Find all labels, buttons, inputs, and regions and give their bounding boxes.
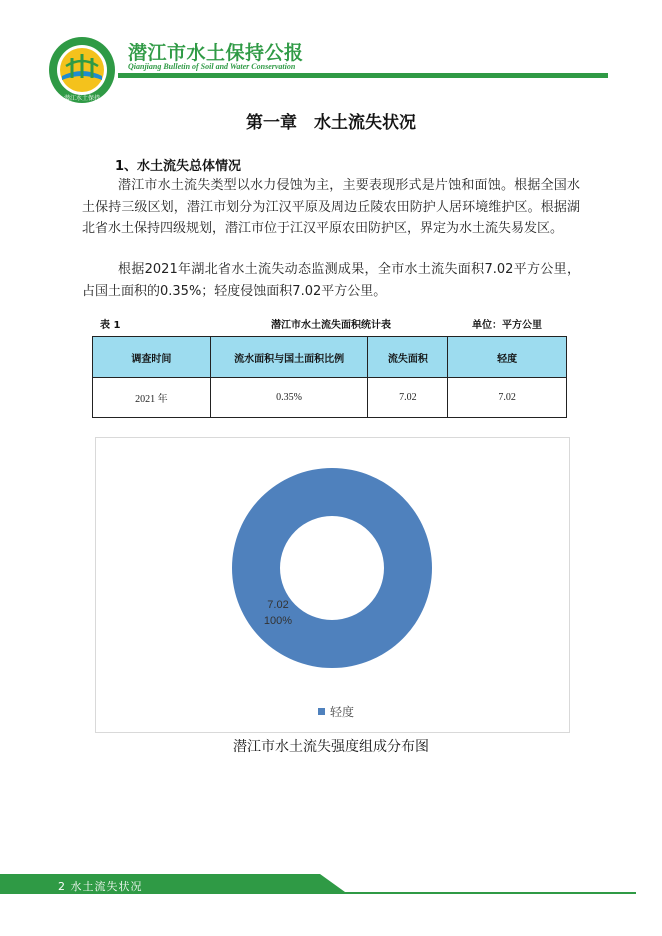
legend-swatch <box>318 708 325 715</box>
erosion-area-table <box>92 336 567 418</box>
column-header: 轻度 <box>448 337 567 378</box>
figure-caption: 潜江市水土流失强度组成分布图 <box>233 739 429 755</box>
slice-value-label: 7.02 <box>267 599 289 611</box>
table-cell: 7.02 <box>448 378 567 418</box>
chart-area <box>95 437 570 733</box>
table-unit: 单位：平方公里 <box>472 320 542 331</box>
paragraph: 根据2021年湖北省水土流失动态监测成果，全市水土流失面积7.02平方公里，占国土面积的0.35%；轻度侵蚀面积7.02平方公里。 <box>82 262 580 299</box>
slice-percent-label: 100% <box>263 615 293 627</box>
table-title: 潜江市水土流失面积统计表 <box>271 320 391 331</box>
table-header-row <box>93 337 567 378</box>
donut-chart <box>96 438 569 732</box>
legend-label: 轻度 <box>330 705 355 719</box>
section-title: 1、水土流失总体情况 <box>115 159 242 174</box>
column-header: 流水面积与国土面积比例 <box>210 337 368 378</box>
table-cell: 2021 年 <box>93 378 211 418</box>
table-cell: 0.35% <box>210 378 368 418</box>
page-label: 2 水土流失状况 <box>58 880 143 893</box>
logo-bottom-text: 潜江水土保持 <box>63 95 101 102</box>
header-rule <box>118 73 608 78</box>
donut-slice <box>232 468 432 668</box>
bulletin-logo <box>48 36 116 104</box>
column-header: 流失面积 <box>368 337 448 378</box>
paragraph: 潜江市水土流失类型以水力侵蚀为主，主要表现形式是片蚀和面蚀。根据全国水土保持三级区划，潜江市划分为江汉平原及周边丘陵农田防护人居环境维护区。根据湖北省水土保持四级规划，潜江市位于江汉平原农田防护区，界定为水土流失易发区。 <box>82 178 580 236</box>
table-row <box>93 378 567 418</box>
bulletin-title: 潜江市水土保持公报 <box>128 42 304 64</box>
table-cell: 7.02 <box>368 378 448 418</box>
chapter-title: 第一章 水土流失状况 <box>246 113 416 133</box>
table-number: 表 1 <box>100 320 121 331</box>
bulletin-subtitle: Qianjiang Bulletin of Soil and Water Conservation <box>128 62 296 71</box>
column-header: 调查时间 <box>93 337 211 378</box>
